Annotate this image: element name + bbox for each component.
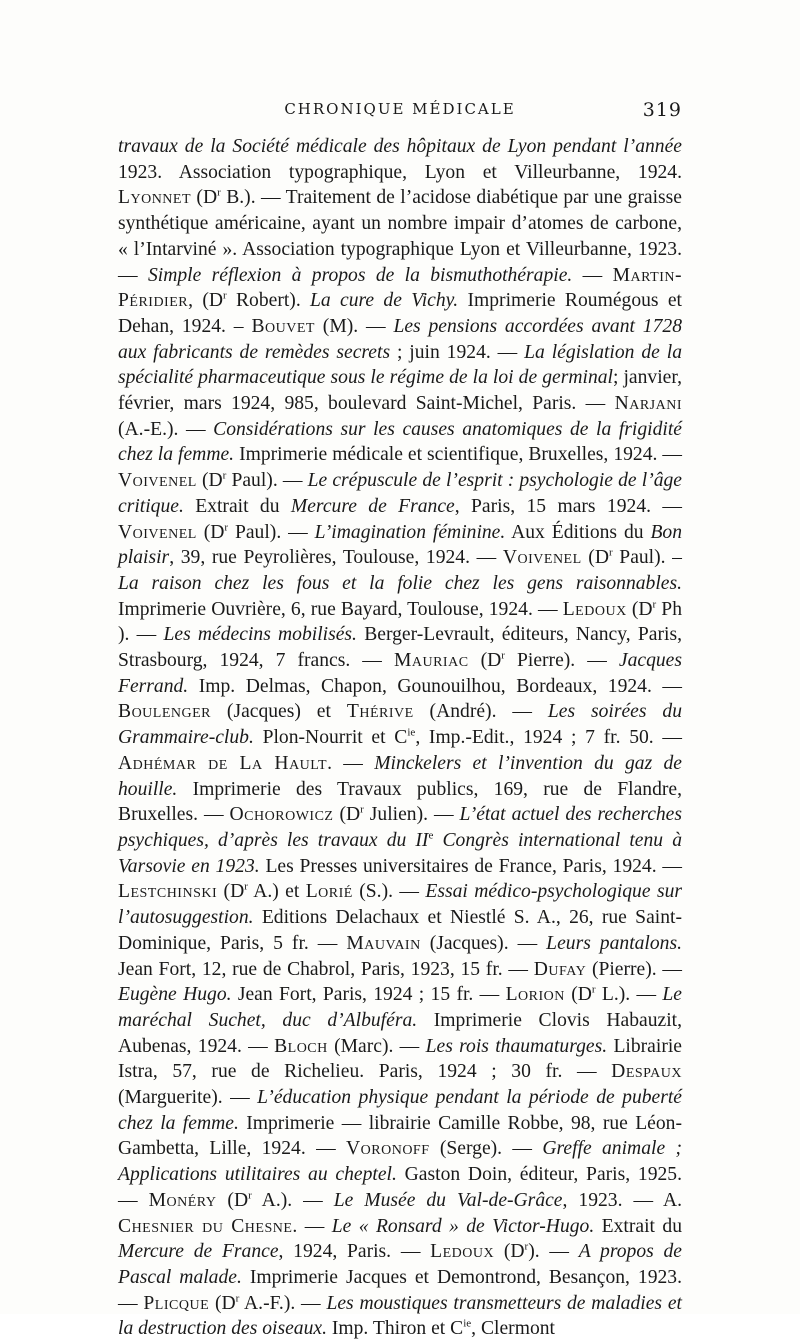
bibliography-paragraph: [118, 134, 682, 1342]
italic-text: Le maréchal Suchet, duc d’Albuféra.: [118, 984, 682, 1031]
text-run: (D: [216, 1189, 249, 1211]
superscript: r: [235, 1292, 240, 1305]
text-run: (D: [468, 650, 502, 672]
author-name: Monéry: [148, 1189, 217, 1211]
text-run: , (D: [188, 290, 223, 312]
author-name: Mauvain: [346, 932, 421, 954]
italic-text: Mercure de France: [290, 495, 455, 517]
text-run: Julien). —: [363, 804, 460, 826]
text-run: Paul). —: [226, 470, 308, 492]
text-run: Paul). —: [228, 521, 315, 543]
author-name: Ledoux: [562, 598, 627, 620]
text-run: Plon-Nourrit et C: [253, 727, 408, 749]
author-name: Narjani: [614, 393, 682, 415]
text-run: ; juin 1924. —: [390, 341, 525, 363]
author-name: Ochorowicz: [229, 804, 334, 826]
author-name: Voivenel: [502, 547, 582, 569]
italic-text: Considérations sur les causes anatomiques de la frigidité chez la femme.: [118, 418, 682, 466]
italic-text: Les rois thaumaturges.: [425, 1035, 608, 1057]
italic-text: Les médecins mobilisés.: [163, 624, 357, 646]
superscript: r: [591, 983, 596, 996]
text-run: ; janvier, février, mars 1924, 985, boulevard Saint-Michel, Paris. —: [118, 367, 682, 415]
superscript: r: [501, 649, 505, 662]
text-run: (D: [196, 521, 225, 543]
author-name: Adhémar de La Hault: [118, 752, 328, 774]
author-name: Boulenger: [118, 701, 212, 723]
text-run: . —: [327, 752, 375, 774]
author-name: Voronoff: [346, 1138, 430, 1160]
author-name: Dufay: [533, 958, 587, 980]
italic-text: Les soirées du Grammaire-club.: [118, 701, 683, 749]
text-run: (D: [581, 547, 609, 569]
text-run: Extrait du: [183, 495, 291, 517]
text-run: (D: [209, 1292, 236, 1314]
italic-text: Simple réflexion à propos de la bismuthothérapie.: [147, 264, 573, 286]
author-name: Voivenel: [118, 470, 197, 492]
text-run: A.-F.). —: [239, 1292, 327, 1314]
superscript: r: [217, 186, 221, 199]
author-name: Chesnier du Chesne: [118, 1215, 293, 1237]
text-run: , 1923. — A.: [562, 1189, 682, 1211]
superscript: e: [428, 829, 434, 842]
text-run: (D: [494, 1241, 525, 1263]
text-run: Pierre). —: [504, 650, 619, 672]
author-name: Plicque: [143, 1292, 210, 1314]
text-run: L.). —: [595, 984, 663, 1006]
text-run: Imprimerie Ouvrière, 6, rue Bayard, Toulouse, 1924. —: [118, 598, 563, 620]
text-run: Paul). –: [612, 547, 682, 569]
author-name: Lestchinski: [118, 881, 218, 903]
author-name: Lorion: [505, 984, 565, 1006]
text-run: (M). —: [314, 315, 394, 337]
italic-text: Leurs pantalons.: [546, 932, 682, 954]
italic-text: travaux de la Société médicale des hôpitaux de Lyon pendant l’année: [118, 136, 682, 157]
italic-text: Bon plaisir: [118, 521, 683, 569]
italic-text: Jacques Ferrand.: [118, 650, 682, 697]
text-run: , Imp.-Edit., 1924 ; 7 fr. 50. —: [415, 727, 682, 749]
italic-text: La cure de Vichy.: [310, 290, 459, 312]
italic-text: Minckelers et l’invention du gaz de houille.: [118, 752, 682, 800]
superscript: ie: [463, 1317, 472, 1330]
running-header: [118, 100, 682, 128]
text-run: ). —: [528, 1241, 579, 1263]
text-run: —: [572, 264, 613, 286]
italic-text: La raison chez les fous et la folie chez les gens raisonnables.: [118, 572, 682, 594]
italic-text: L’éducation physique pendant la période de puberté chez la femme.: [118, 1087, 682, 1134]
text-run: Ph ). —: [118, 598, 683, 646]
text-run: . —: [292, 1215, 332, 1237]
text-run: (Jacques) et: [211, 701, 347, 723]
italic-text: L’état actuel des recherches psychiques, d’après les travaux du II: [118, 804, 683, 851]
author-name: Thérive: [346, 701, 414, 723]
italic-text: L’imagination féminine.: [314, 521, 506, 543]
superscript: r: [244, 880, 248, 893]
italic-text: Le Musée du Val-de-Grâce: [333, 1189, 563, 1211]
text-run: Extrait du: [594, 1215, 682, 1237]
italic-text: Les pensions accordées avant 1728 aux fabricants de remèdes secrets: [118, 315, 682, 363]
author-name: Despaux: [611, 1061, 682, 1083]
italic-text: Les moustiques transmetteurs de maladies et la destruction des oiseaux.: [118, 1292, 682, 1340]
text-run: (Marc). —: [327, 1035, 426, 1057]
text-run: Imprimerie médicale et scientifique, Bruxelles, 1924. —: [234, 444, 682, 466]
italic-text: Le « Ronsard » de Victor-Hugo.: [331, 1215, 595, 1237]
text-run: Imp. Thiron et C: [326, 1318, 464, 1340]
page-number: 319: [642, 99, 682, 121]
text-run: Imprimerie Clovis Habauzit, Aubenas, 1924. —: [118, 1009, 682, 1057]
text-run: (D: [564, 984, 592, 1006]
text-run: (Pierre). —: [586, 958, 683, 980]
text-run: , Clermont: [471, 1318, 555, 1340]
superscript: r: [222, 469, 227, 482]
superscript: ie: [407, 726, 416, 739]
text-run: Les Presses universitaires de France, Paris, 1924. —: [259, 855, 682, 877]
text-run: Robert).: [226, 290, 311, 312]
superscript: r: [608, 546, 613, 559]
italic-text: Eugène Hugo.: [118, 984, 232, 1006]
text-run: (D: [333, 804, 361, 826]
superscript: r: [224, 521, 229, 534]
text-run: (Jacques). —: [420, 932, 547, 954]
text-run: (D: [626, 598, 653, 620]
text-run: (S.). —: [352, 881, 426, 903]
bibliography-text: [118, 134, 683, 1340]
text-run: Editions Delachaux et Niestlé S. A., 26, rue Saint-Dominique, Paris, 5 fr. —: [118, 907, 682, 954]
text-run: Jean Fort, Paris, 1924 ; 15 fr. —: [231, 984, 506, 1006]
text-run: (A.-E.). —: [118, 418, 214, 440]
text-run: Jean Fort, 12, rue de Chabrol, Paris, 1923, 15 fr. —: [118, 958, 534, 980]
text-run: 1923. Association typographique, Lyon et Villeurbanne, 1924.: [118, 161, 682, 183]
text-run: Gaston Doin, éditeur, Paris, 1925. —: [118, 1164, 682, 1211]
text-run: (André). —: [413, 701, 548, 723]
italic-text: Le crépuscule de l’esprit : psychologie de l’âge critique.: [118, 470, 683, 517]
text-run: B.). — Traitement de l’acidose diabétique par une graisse synthétique américaine, ayant un nombre impair d’atomes de carbone, « l’Intarviné ». Association typographique Lyon et Villeurbanne, 1923. —: [118, 187, 682, 286]
italic-text: Mercure de France: [118, 1241, 279, 1263]
text-run: (Serge). —: [429, 1138, 543, 1160]
text-run: , 39, rue Peyrolières, Toulouse, 1924. —: [169, 547, 503, 569]
text-run: (D: [217, 881, 245, 903]
author-name: Voivenel: [118, 521, 197, 543]
author-name: Bouvet: [251, 315, 315, 337]
author-name: Martin-Péridier: [118, 264, 682, 312]
superscript: r: [524, 1240, 529, 1253]
text-run: (Marguerite). —: [118, 1087, 258, 1109]
superscript: r: [652, 598, 657, 611]
author-name: Lyonnet: [118, 187, 192, 209]
text-run: (D: [191, 187, 218, 209]
italic-text: Essai médico-psychologique sur l’autosuggestion.: [118, 881, 682, 929]
text-run: Imprimerie des Travaux publics, 169, rue de Flandre, Bruxelles. —: [118, 778, 682, 826]
text-run: Imprimerie — librairie Camille Robbe, 98, rue Léon-Gambetta, Lille, 1924. —: [118, 1112, 682, 1160]
text-run: Berger-Levrault, éditeurs, Nancy, Paris, Strasbourg, 1924, 7 francs. —: [118, 624, 682, 672]
superscript: r: [248, 1189, 252, 1202]
text-run: A.) et: [247, 881, 306, 903]
text-run: , Paris, 15 mars 1924. —: [454, 495, 682, 517]
superscript: r: [360, 803, 364, 816]
superscript: r: [223, 289, 227, 302]
text-run: Librairie Istra, 57, rue de Richelieu. Paris, 1924 ; 30 fr. —: [118, 1035, 682, 1083]
text-run: Imprimerie Roumégous et Dehan, 1924. –: [118, 290, 682, 337]
text-run: , 1924, Paris. —: [278, 1241, 431, 1263]
text-run: Aux Éditions du: [505, 521, 651, 543]
author-name: Ledoux: [430, 1241, 495, 1263]
running-title: CHRONIQUE MÉDICALE: [284, 100, 516, 118]
italic-text: Congrès international tenu à Varsovie en 1923.: [118, 829, 682, 877]
author-name: Lorié: [305, 881, 353, 903]
text-run: (D: [196, 470, 223, 492]
italic-text: La législation de la spécialité pharmaceutique sous le régime de la loi de germinal: [118, 341, 682, 389]
author-name: Mauriac: [393, 650, 469, 672]
italic-text: A propos de Pascal malade.: [118, 1241, 682, 1288]
text-run: Imp. Delmas, Chapon, Gounouilhou, Bordeaux, 1924. —: [188, 675, 682, 697]
italic-text: Greffe animale ; Applications utilitaires au cheptel.: [118, 1138, 683, 1186]
text-run: Imprimerie Jacques et Demontrond, Besançon, 1923. —: [118, 1266, 682, 1314]
author-name: Bloch: [274, 1035, 328, 1057]
text-run: A.). —: [251, 1189, 334, 1211]
